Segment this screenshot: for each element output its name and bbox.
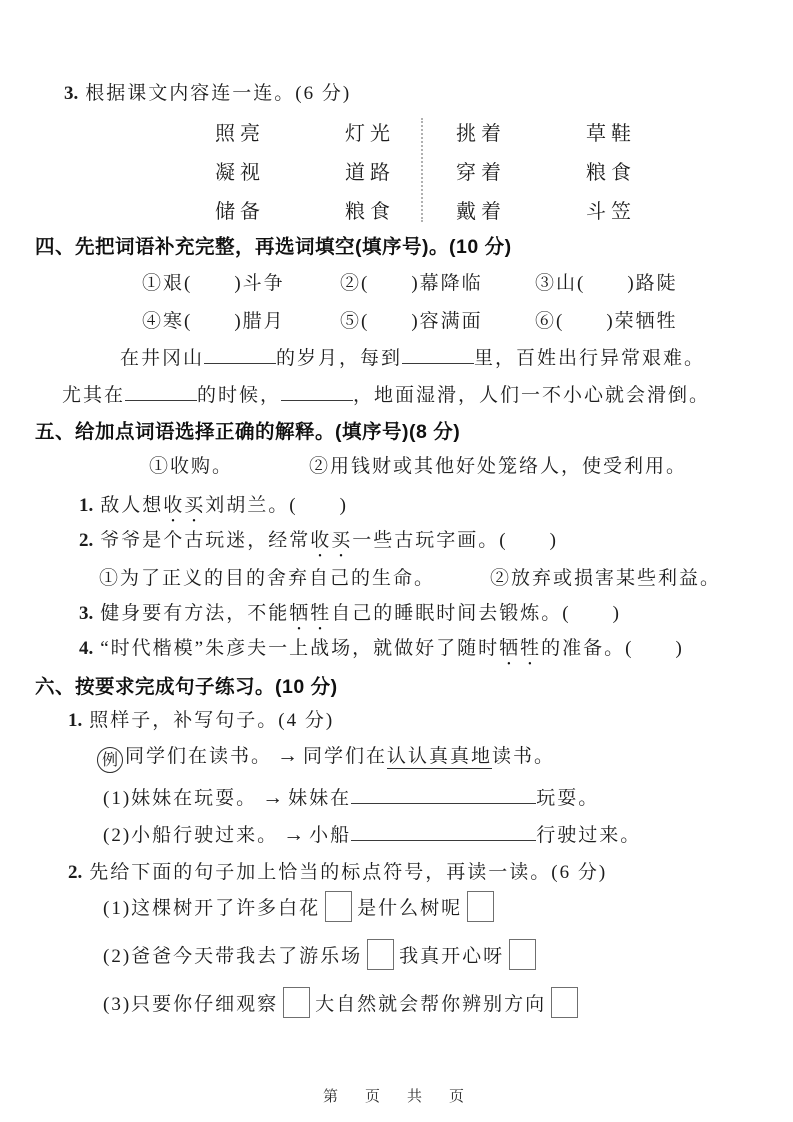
item-label: (2) bbox=[103, 946, 132, 967]
idiom-item: ①艰( )斗争 bbox=[142, 273, 285, 294]
punctuation-box bbox=[551, 987, 578, 1018]
q3-title: 根据课文内容连一连。(6 分) bbox=[85, 83, 352, 104]
item-text: 的准备。( ) bbox=[541, 638, 684, 659]
para-text: 的时候， bbox=[197, 385, 282, 406]
match-word: 道路 bbox=[345, 162, 395, 184]
option-text: ②用钱财或其他好处笼络人，使受利用。 bbox=[309, 456, 688, 477]
idiom-row-2 bbox=[142, 306, 782, 333]
item-number: 1. bbox=[79, 495, 94, 516]
marked-word: 收买 bbox=[310, 530, 353, 551]
item-text: 是什么树呢 bbox=[357, 898, 463, 919]
q6-sub2-heading bbox=[68, 857, 607, 884]
example-text: 同学们在 bbox=[303, 746, 388, 767]
sub-number: 1. bbox=[68, 710, 83, 731]
arrow-icon: → bbox=[262, 785, 284, 809]
item-text: 一些古玩字画。( ) bbox=[352, 530, 558, 551]
q3-heading bbox=[64, 78, 351, 105]
idiom-item: ④寒( )腊月 bbox=[142, 311, 285, 332]
match-word: 凝视 bbox=[215, 162, 265, 184]
fill-blank bbox=[281, 381, 353, 401]
item-label: (3) bbox=[103, 994, 132, 1015]
item-text: 妹妹在玩耍。 bbox=[131, 788, 258, 809]
fill-blank bbox=[125, 381, 197, 401]
para-text: 尤其在 bbox=[62, 385, 126, 406]
match-word: 储备 bbox=[215, 201, 265, 223]
punctuation-box bbox=[325, 891, 352, 922]
item-text: 小船 bbox=[309, 825, 352, 846]
item-text: 我真开心呀 bbox=[399, 946, 505, 967]
match-word: 草鞋 bbox=[586, 123, 636, 145]
item-text: “时代楷模”朱彦夫一上战场，就做好了随时 bbox=[100, 638, 500, 659]
item-text: 只要你仔细观察 bbox=[131, 994, 279, 1015]
idiom-item: ②( )幕降临 bbox=[340, 273, 483, 294]
match-column-4 bbox=[586, 122, 636, 224]
fill-blank bbox=[402, 344, 474, 364]
q6-example-line bbox=[97, 741, 555, 773]
example-text: 读书。 bbox=[492, 746, 556, 767]
item-text: 爸爸今天带我去了游乐场 bbox=[131, 946, 363, 967]
match-word: 戴着 bbox=[456, 201, 506, 223]
item-label: (1) bbox=[103, 788, 132, 809]
match-word: 斗笠 bbox=[586, 201, 636, 223]
section-5-heading: 五、给加点词语选择正确的解释。(填序号)(8 分) bbox=[35, 421, 461, 443]
item-text: 敌人想 bbox=[100, 495, 164, 516]
marked-word: 收买 bbox=[163, 495, 206, 516]
fill-blank bbox=[204, 344, 276, 364]
item-number: 3. bbox=[79, 603, 94, 624]
item-number: 4. bbox=[79, 638, 94, 659]
page-footer: 第 页 共 页 bbox=[322, 1088, 470, 1105]
marked-word: 牺牲 bbox=[499, 638, 542, 659]
q4-paragraph-2 bbox=[62, 380, 710, 407]
q5-item-1 bbox=[79, 490, 348, 527]
match-word: 粮食 bbox=[345, 201, 395, 223]
q6-exercise-2 bbox=[103, 820, 641, 847]
item-text: 健身要有方法，不能 bbox=[100, 603, 290, 624]
arrow-icon: → bbox=[283, 822, 305, 846]
example-badge: 例 bbox=[97, 747, 123, 773]
fill-blank bbox=[351, 821, 536, 841]
match-word: 灯光 bbox=[345, 123, 395, 145]
item-text: 玩耍。 bbox=[536, 788, 600, 809]
idiom-item: ⑤( )容满面 bbox=[340, 311, 483, 332]
q6-punctuation-3 bbox=[103, 987, 583, 1018]
para-text: 里，百姓出行异常艰难。 bbox=[474, 348, 706, 369]
item-text: 爷爷是个古玩迷，经常 bbox=[100, 530, 311, 551]
sub-title: 先给下面的句子加上恰当的标点符号，再读一读。(6 分) bbox=[89, 862, 608, 883]
match-word: 照亮 bbox=[215, 123, 265, 145]
item-text: 这棵树开了许多白花 bbox=[131, 898, 321, 919]
item-text: 刘胡兰。( ) bbox=[205, 495, 348, 516]
match-column-1 bbox=[215, 122, 265, 224]
item-label: (2) bbox=[103, 825, 132, 846]
option-text: ①收购。 bbox=[149, 456, 234, 477]
idiom-item: ③山( )路陡 bbox=[535, 273, 678, 294]
para-text: 在井冈山 bbox=[120, 348, 205, 369]
item-text: 大自然就会帮你辨别方向 bbox=[315, 994, 547, 1015]
q5-options-2 bbox=[99, 563, 779, 590]
match-word: 穿着 bbox=[456, 162, 506, 184]
para-text: ，地面湿滑，人们一不小心就会滑倒。 bbox=[353, 385, 711, 406]
punctuation-box bbox=[367, 939, 394, 970]
marked-word: 牺牲 bbox=[289, 603, 332, 624]
item-text: 行驶过来。 bbox=[536, 825, 642, 846]
punctuation-box bbox=[467, 891, 494, 922]
item-label: (1) bbox=[103, 898, 132, 919]
example-text: 同学们在读书。 bbox=[125, 746, 273, 767]
match-column-3 bbox=[456, 122, 506, 224]
q5-item-3 bbox=[79, 598, 621, 635]
item-text: 小船行驶过来。 bbox=[131, 825, 279, 846]
q6-punctuation-1 bbox=[103, 891, 499, 922]
q6-punctuation-2 bbox=[103, 939, 541, 970]
option-text: ①为了正义的目的舍弃自己的生命。 bbox=[99, 568, 436, 589]
punctuation-box bbox=[509, 939, 536, 970]
arrow-icon: → bbox=[277, 743, 299, 767]
punctuation-box bbox=[283, 987, 310, 1018]
item-number: 2. bbox=[79, 530, 94, 551]
sub-title: 照样子，补写句子。(4 分) bbox=[89, 710, 335, 731]
q5-item-4 bbox=[79, 633, 684, 670]
match-word: 挑着 bbox=[456, 123, 506, 145]
idiom-row-1 bbox=[142, 268, 782, 295]
item-text: 妹妹在 bbox=[288, 788, 352, 809]
q5-item-2 bbox=[79, 525, 558, 562]
q5-options-1 bbox=[149, 451, 769, 478]
q4-paragraph-1 bbox=[120, 343, 705, 370]
match-divider bbox=[421, 118, 423, 222]
idiom-item: ⑥( )荣牺牲 bbox=[535, 311, 678, 332]
item-text: 自己的睡眠时间去锻炼。( ) bbox=[331, 603, 621, 624]
option-text: ②放弃或损害某些利益。 bbox=[490, 568, 722, 589]
example-answer: 认认真真地 bbox=[387, 746, 493, 767]
q3-number: 3. bbox=[64, 83, 79, 104]
section-6-heading: 六、按要求完成句子练习。(10 分) bbox=[35, 676, 338, 698]
match-word: 粮食 bbox=[586, 162, 636, 184]
fill-blank bbox=[351, 784, 536, 804]
q6-sub1-heading bbox=[68, 705, 334, 732]
q6-exercise-1 bbox=[103, 783, 599, 810]
match-column-2 bbox=[345, 122, 395, 224]
sub-number: 2. bbox=[68, 862, 83, 883]
section-4-heading: 四、先把词语补充完整，再选词填空(填序号)。(10 分) bbox=[35, 236, 512, 258]
para-text: 的岁月，每到 bbox=[276, 348, 403, 369]
